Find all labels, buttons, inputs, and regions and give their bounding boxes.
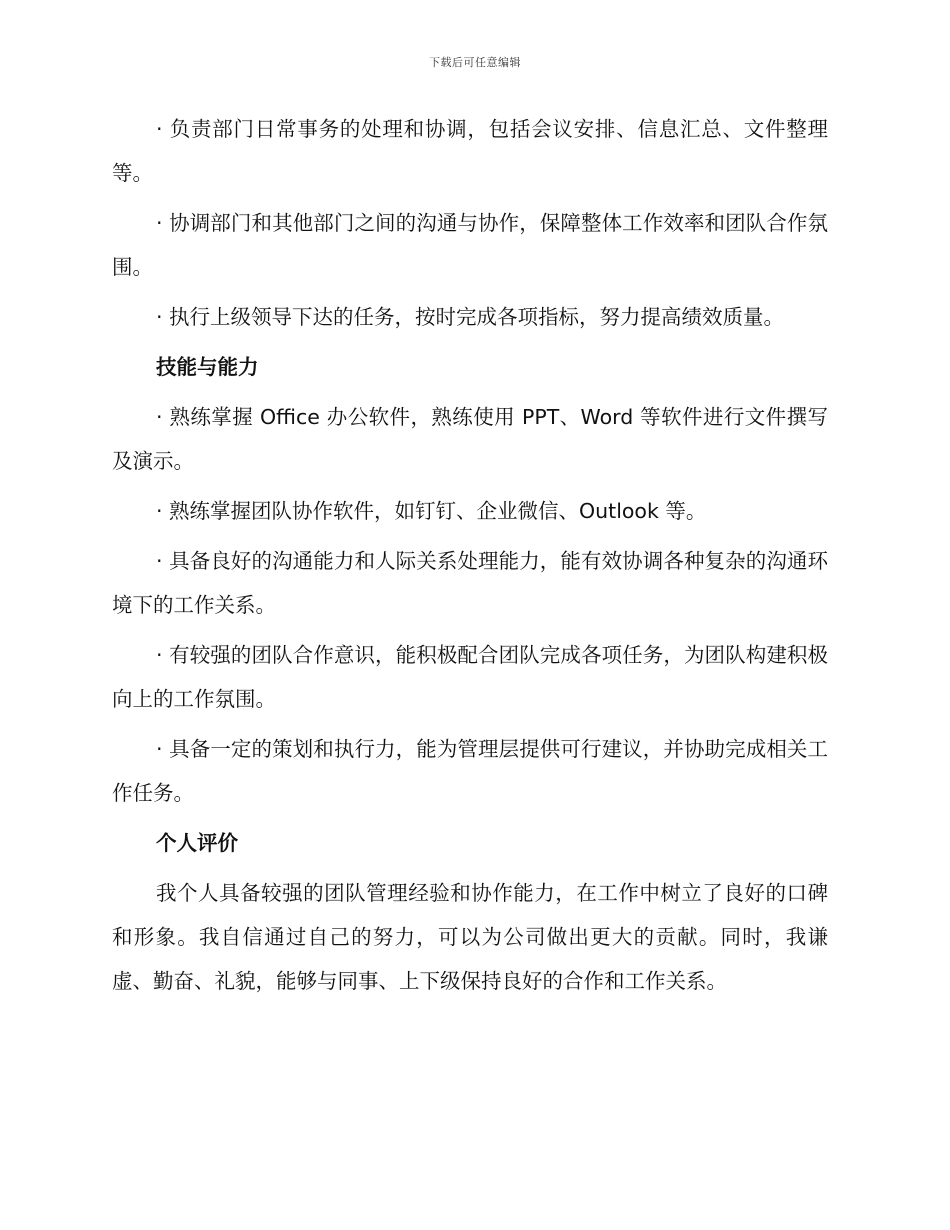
skill-item-2: · 熟练掌握团队协作软件，如钉钉、企业微信、Outlook 等。: [156, 499, 707, 523]
duty-item-3: · 执行上级领导下达的任务，按时完成各项指标，努力提高绩效质量。: [156, 305, 785, 329]
section-heading-evaluation: 个人评价: [156, 831, 238, 855]
self-evaluation-paragraph: 我个人具备较强的团队管理经验和协作能力，在工作中树立了良好的口碑和形象。我自信通过自己的努力，可以为公司做出更大的贡献。同时，我谦虚、勤奋、礼貌，能够与同事、上下级保持良好的合作和工作关系。: [112, 881, 828, 993]
section-heading-skills: 技能与能力: [156, 355, 259, 379]
skill-item-4: · 有较强的团队合作意识，能积极配合团队完成各项任务，为团队构建积极向上的工作氛围。: [112, 643, 828, 711]
document-body: [112, 107, 828, 1009]
duty-item-1: · 负责部门日常事务的处理和协调，包括会议安排、信息汇总、文件整理等。: [112, 117, 828, 185]
skill-item-3: · 具备良好的沟通能力和人际关系处理能力，能有效协调各种复杂的沟通环境下的工作关系。: [112, 549, 828, 617]
skill-item-1: · 熟练掌握 Office 办公软件，熟练使用 PPT、Word 等软件进行文件撰写及演示。: [112, 405, 828, 473]
skill-item-5: · 具备一定的策划和执行力，能为管理层提供可行建议，并协助完成相关工作任务。: [112, 737, 828, 805]
header-note: 下载后可任意编辑: [429, 56, 521, 69]
duty-item-2: · 协调部门和其他部门之间的沟通与协作，保障整体工作效率和团队合作氛围。: [112, 211, 828, 279]
